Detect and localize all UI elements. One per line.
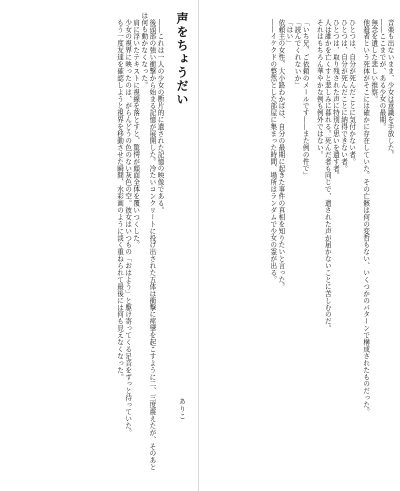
dialogue-line: 「いち兄、ご依頼のメールです――また例の件で」 bbox=[301, 18, 310, 179]
paragraph: 音楽も出ないまま、少女は意識を手放した。 bbox=[386, 18, 394, 158]
paragraph: 肩に浮いたテキストに視線を落とすと、驚愕が顔面全体を覆いつくした。 bbox=[131, 18, 140, 248]
dialogue-line: 「読んでくれないか」 bbox=[293, 18, 302, 89]
paragraph: 無念を遺した悲しい推察。 bbox=[369, 18, 378, 102]
left-page bbox=[0, 0, 199, 491]
paragraph: ひとつは、取り残された声に特別な思いを遺す者。 bbox=[331, 18, 340, 179]
dialogue-line: 「はい」 bbox=[284, 18, 293, 47]
paragraph: 人は誰かを亡くすと悲しみに暮れる。死んだ者も同じで、遺された声が届かないことに苦しむのだ。 bbox=[323, 18, 332, 332]
story-title: 声をちょうだい bbox=[175, 12, 189, 107]
paragraph: ひとつは、自分が死んだことに気付かない者。 bbox=[347, 18, 356, 165]
left-body-text bbox=[6, 12, 164, 477]
author-name: ありこ bbox=[178, 398, 186, 421]
paragraph: ――イケクドの整然とした部屋に集まった時間、場所はランダムで少女の霊が出る。 bbox=[268, 18, 277, 283]
paragraph: それはもちろん華やかな例も例外ではない。 bbox=[315, 18, 324, 158]
paragraph: 依頼主の女性、大小路わかばは、自分の最期に起きた事件の真相を知りたいと言った。 bbox=[276, 18, 285, 290]
paragraph: 後頭部の強い衝撃から始まる記憶が展開した。冷たいコンクリートに投げ出された五体は衝撃に痙攣を起こすように二、三度震えたが、そのあとは何も動かなくなった。 bbox=[139, 12, 156, 471]
paragraph: もう一度友達を確認しようと視界を移動させた瞬間、水彩画のように淡く重ねられて最後には何も見えなくなった。 bbox=[115, 18, 124, 380]
right-body-text bbox=[206, 12, 394, 477]
paragraph: ――これは一人の少女の断片的に遺された記憶の映像である。 bbox=[156, 18, 164, 214]
paragraph: ――ここまでが、ある少女の最期。 bbox=[377, 18, 386, 130]
right-page bbox=[200, 0, 400, 491]
paragraph: 他殺者という死体がそこには確かに存在していた。その亡骸は何の変哲もない、いくつかのパターンで構成されたものだった。 bbox=[361, 18, 370, 415]
paragraph: 少女の視界に映ったのは、がらんどうの色のない灰色の空。彼女はいつもの「おはよう」と駆け寄ってくる足音をずっと待っていた。 bbox=[123, 18, 132, 436]
paragraph: ひとつは、自分が死んだことに納得できない者。 bbox=[339, 18, 348, 172]
